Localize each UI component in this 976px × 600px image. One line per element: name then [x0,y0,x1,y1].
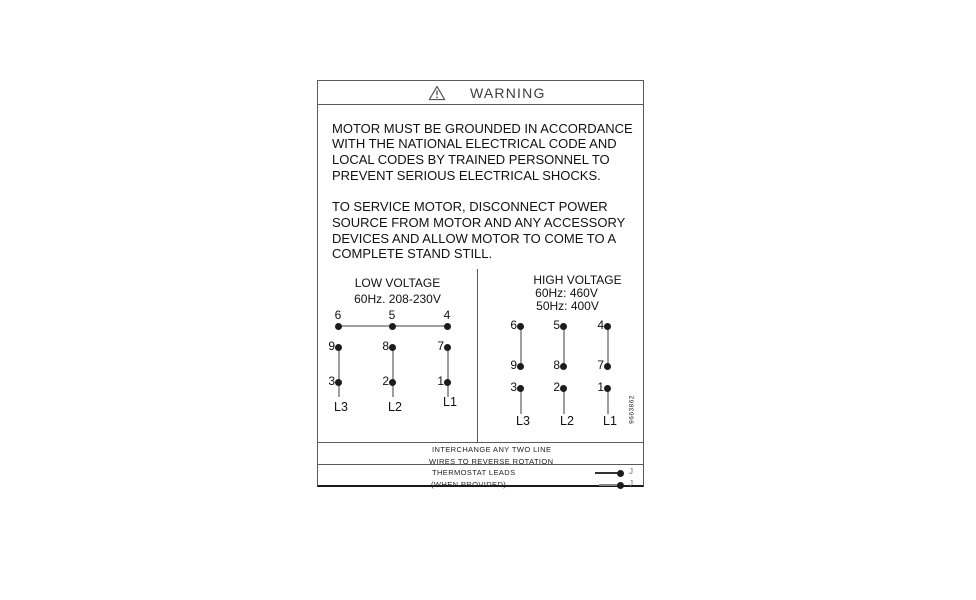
notice-line: COMPLETE STAND STILL. [332,246,493,262]
warning-header [318,81,643,105]
service-paragraph [332,199,637,262]
wire-5-8 [563,326,565,366]
lv-terminal-1: 1 [437,374,444,388]
lv-line-l1: L1 [443,395,457,409]
terminal-dot [335,323,342,330]
lv-line-l3: L3 [334,400,348,414]
hv-terminal-5: 5 [553,318,560,332]
thermostat-lead-wire [595,472,618,474]
wire-6-9 [520,326,522,366]
high-voltage-50hz: 50Hz: 400V [536,299,599,313]
terminal-dot [335,344,342,351]
wire-4-7 [607,326,609,366]
terminal-dot [560,363,567,370]
part-number: 9663862 [628,395,636,424]
hv-terminal-7: 7 [597,358,604,372]
lv-line-l2: L2 [388,400,402,414]
terminal-dot [444,323,451,330]
notice-line: TO SERVICE MOTOR, DISCONNECT POWER [332,199,608,215]
lv-terminal-2: 2 [382,374,389,388]
thermostat-lead-wire [599,484,618,486]
high-voltage-title: HIGH VOLTAGE [533,273,622,287]
lv-terminal-7: 7 [437,339,444,353]
wire-3-l3 [520,388,522,414]
low-voltage-subtitle: 60Hz. 208-230V [354,292,441,306]
lead-label-j: J [629,467,633,476]
rotation-note-line: INTERCHANGE ANY TWO LINE [432,445,552,454]
hv-line-l2: L2 [560,414,574,428]
lv-terminal-4: 4 [443,308,451,322]
terminal-dot [444,379,451,386]
low-voltage-title: LOW VOLTAGE [354,276,441,290]
terminal-dot [389,323,396,330]
lv-terminal-6: 6 [334,308,342,322]
rotation-note-line: WIRES TO REVERSE ROTATION [429,456,554,466]
terminal-dot [517,363,524,370]
notice-line: PREVENT SERIOUS ELECTRICAL SHOCKS. [332,167,601,183]
hv-line-l3: L3 [516,414,530,428]
notice-line: MOTOR MUST BE GROUNDED IN ACCORDANCE [332,120,633,136]
terminal-dot [517,323,524,330]
thermostat-leads-row [318,464,643,487]
thermostat-provided-label: (WHEN PROVIDED) [431,480,507,489]
wire-8-2-l2 [392,347,394,397]
hv-terminal-1: 1 [597,380,604,394]
grounding-paragraph [332,105,637,183]
hv-terminal-4: 4 [597,318,604,332]
lv-terminal-5: 5 [388,308,396,322]
lead-label-j: J [629,479,633,488]
wire-7-1-l1 [447,347,449,397]
notice-line: DEVICES AND ALLOW MOTOR TO COME TO A [332,230,617,246]
lv-terminal-3: 3 [328,374,335,388]
terminal-dot [444,344,451,351]
lead-terminal-dot [617,470,624,477]
high-voltage-60hz: 60Hz: 460V [535,286,598,300]
rotation-note-row [318,442,643,465]
hv-line-l1: L1 [603,414,617,428]
warning-title: WARNING [470,85,546,101]
lv-terminal-9: 9 [328,339,335,353]
hv-terminal-9: 9 [510,358,517,372]
hv-terminal-8: 8 [553,358,560,372]
thermostat-leads-label: THERMOSTAT LEADS [432,468,516,477]
terminal-dot [517,385,524,392]
wire-1-l1 [607,388,609,414]
wire-2-l2 [563,388,565,414]
safety-notice [332,105,637,262]
terminal-dot [560,385,567,392]
terminal-dot [604,385,611,392]
lead-terminal-dot [617,482,624,489]
low-voltage-diagram [318,269,478,442]
lv-terminal-8: 8 [382,339,389,353]
hv-terminal-2: 2 [553,380,560,394]
terminal-dot [335,379,342,386]
terminal-dot [560,323,567,330]
terminal-dot [604,323,611,330]
warning-triangle-icon [428,85,446,101]
high-voltage-diagram [478,269,643,442]
hv-terminal-6: 6 [510,318,517,332]
terminal-dot [389,344,396,351]
hv-terminal-3: 3 [510,380,517,394]
notice-line: WITH THE NATIONAL ELECTRICAL CODE AND [332,136,617,152]
notice-line: SOURCE FROM MOTOR AND ANY ACCESSORY [332,215,626,231]
terminal-dot [604,363,611,370]
motor-warning-label [317,80,644,487]
notice-line: LOCAL CODES BY TRAINED PERSONNEL TO [332,151,610,167]
wire-9-3-l3 [338,347,340,397]
terminal-dot [389,379,396,386]
